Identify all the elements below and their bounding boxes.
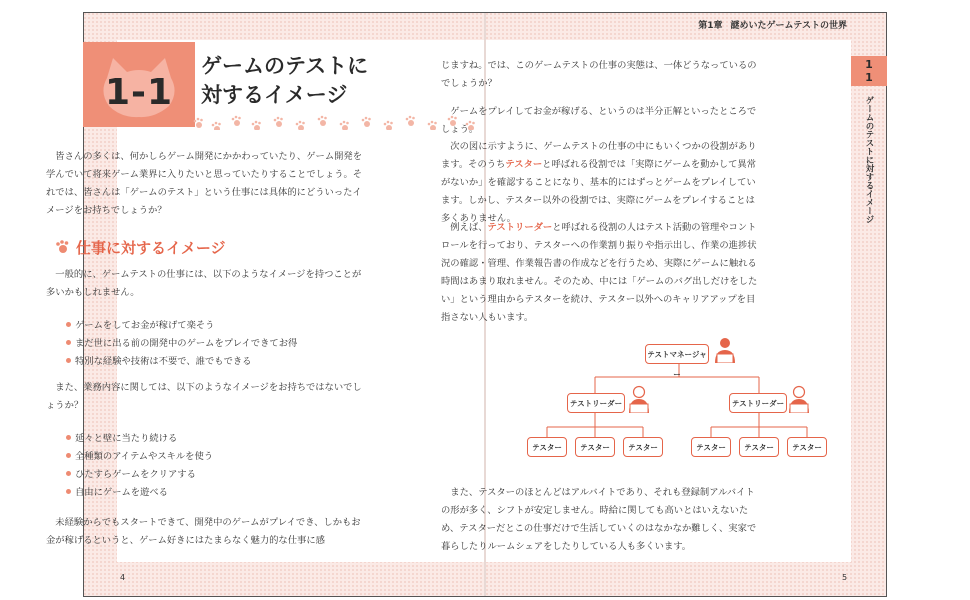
bullet-icon <box>66 340 71 345</box>
person-icon <box>787 385 811 413</box>
bullet-icon <box>66 489 71 494</box>
org-node-tester: テスター <box>623 437 663 457</box>
page-number-right: 5 <box>842 573 848 582</box>
subsection-heading-text: 仕事に対するイメージ <box>76 239 226 257</box>
org-node-tester: テスター <box>527 437 567 457</box>
text-span: 次の図に示すように、ゲームテストの仕事の中にもいくつかの役割があります。そのうち <box>441 141 757 170</box>
paw-icon <box>56 240 70 254</box>
bullet-list-image <box>66 317 366 371</box>
org-chart <box>519 337 839 467</box>
list-item <box>66 353 366 371</box>
bullet-icon <box>66 322 71 327</box>
text-span: と呼ばれる役割では「実際にゲームを動かして異常がないか」を確認することになり、基本的にはずっとゲームをプレイしています。しかし、テスター以外の役割では、実際にゲームをプレイすることは多くありません。 <box>441 159 757 224</box>
section-title-line1: ゲームのテストに <box>201 54 369 78</box>
highlight-test-leader: テストリーダー <box>487 222 553 233</box>
org-node-tester: テスター <box>575 437 615 457</box>
list-item-text: 延々と壁に当たり続ける <box>75 433 178 444</box>
right-paragraph-1: じますね。では、このゲームテストの仕事の実態は、一体どうなっているのでしょうか？ <box>441 60 757 89</box>
list-item <box>66 430 366 448</box>
list-item-text: まだ世に出る前の開発中のゲームをプレイできてお得 <box>75 338 298 349</box>
section-number: 1-1 <box>104 72 174 113</box>
text-span: と呼ばれる役割の人はテスト活動の管理やコントロールを行っており、テスターへの作業割り振りや指示出し、作業の進捗状況の確認・管理、作業報告書の作成などを行うため、実際にゲームに触れる時間はあまり取れません。そのため、中には「ゲームのバグ出しだけをしたい」という理由からテスターを続け、テスター以外へのキャリアアップを目指さない人もいます。 <box>441 222 758 323</box>
org-node-manager: テストマネージャー <box>645 344 709 364</box>
side-tab-section <box>851 56 887 86</box>
right-paragraph-3 <box>441 138 763 228</box>
paragraph-general-image: 一般的に、ゲームテストの仕事には、以下のようなイメージを持つことが多いかもしれません。 <box>46 269 362 298</box>
paragraph-attractive: 未経験からでもスタートできて、開発中のゲームがプレイでき、しかもお金が稼げるというと、ゲーム好きにはたまらなく魅力的な仕事に感 <box>46 517 361 546</box>
list-item-text: 特別な経験や技術は不要で、誰でもできる <box>75 356 252 367</box>
person-icon <box>713 337 737 363</box>
list-item <box>66 466 366 484</box>
running-head <box>485 12 851 40</box>
list-item-text: 自由にゲームを遊べる <box>75 487 168 498</box>
right-paragraph-5: また、テスターのほとんどはアルバイトであり、それも登録制アルバイトの形が多く、シフトが安定しません。時給に関しても高いとはいえないため、テスターだとこの仕事だけで生活していくのはなかなか難しく、実家で暮らしたりルームシェアをしたりしている人も多くいます。 <box>441 487 757 552</box>
bullet-icon <box>66 358 71 363</box>
list-item <box>66 335 366 353</box>
right-paragraph-4 <box>441 219 763 327</box>
paragraph-work-content: また、業務内容に関しては、以下のようなイメージをお持ちではないでしょうか？ <box>46 382 362 411</box>
intro-paragraph: 皆さんの多くは、何かしらゲーム開発にかかわっていたり、ゲーム開発を学んでいて将来ゲーム業界に入りたいと思っていたりすることでしょう。それでは、皆さんは「ゲームのテスト」という仕事には具体的にどういったイメージをお持ちでしょうか？ <box>46 151 363 216</box>
page-number-left: 4 <box>120 573 126 582</box>
org-node-leader-right: テストリーダー <box>729 393 787 413</box>
running-head-chapter: 第1章 <box>698 21 723 31</box>
right-paragraph-2: ゲームをプレイしてお金が稼げる、というのは半分正解といったところでしょう。 <box>441 106 757 135</box>
bullet-list-work <box>66 430 366 502</box>
running-head-title: 謎めいたゲームテストの世界 <box>730 21 847 31</box>
list-item <box>66 317 366 335</box>
list-item <box>66 484 366 502</box>
side-tab-vertical-title: ゲームのテストに対するイメージ <box>864 96 874 224</box>
text-span: 例えば、 <box>450 222 488 233</box>
highlight-tester: テスター <box>505 159 543 170</box>
side-tab-line1: 1 <box>865 58 873 71</box>
list-item-text: ひたすらゲームをクリアする <box>75 469 196 480</box>
org-node-tester: テスター <box>691 437 731 457</box>
section-title-line2: 対するイメージ <box>201 83 348 107</box>
subsection-heading <box>56 237 226 258</box>
bullet-icon <box>66 435 71 440</box>
person-icon <box>627 385 651 413</box>
bullet-icon <box>66 453 71 458</box>
org-node-tester: テスター <box>787 437 827 457</box>
side-tab-line2: 1 <box>865 71 873 84</box>
bullet-icon <box>66 471 71 476</box>
section-title <box>201 52 368 110</box>
org-node-leader-left: テストリーダー <box>567 393 625 413</box>
list-item-text: ゲームをしてお金が稼げて楽そう <box>75 320 215 331</box>
list-item <box>66 448 366 466</box>
paw-prints-decoration-icon <box>191 114 481 130</box>
org-node-tester: テスター <box>739 437 779 457</box>
chapter-badge <box>83 42 195 127</box>
list-item-text: 全種類のアイテムやスキルを使う <box>75 451 214 462</box>
